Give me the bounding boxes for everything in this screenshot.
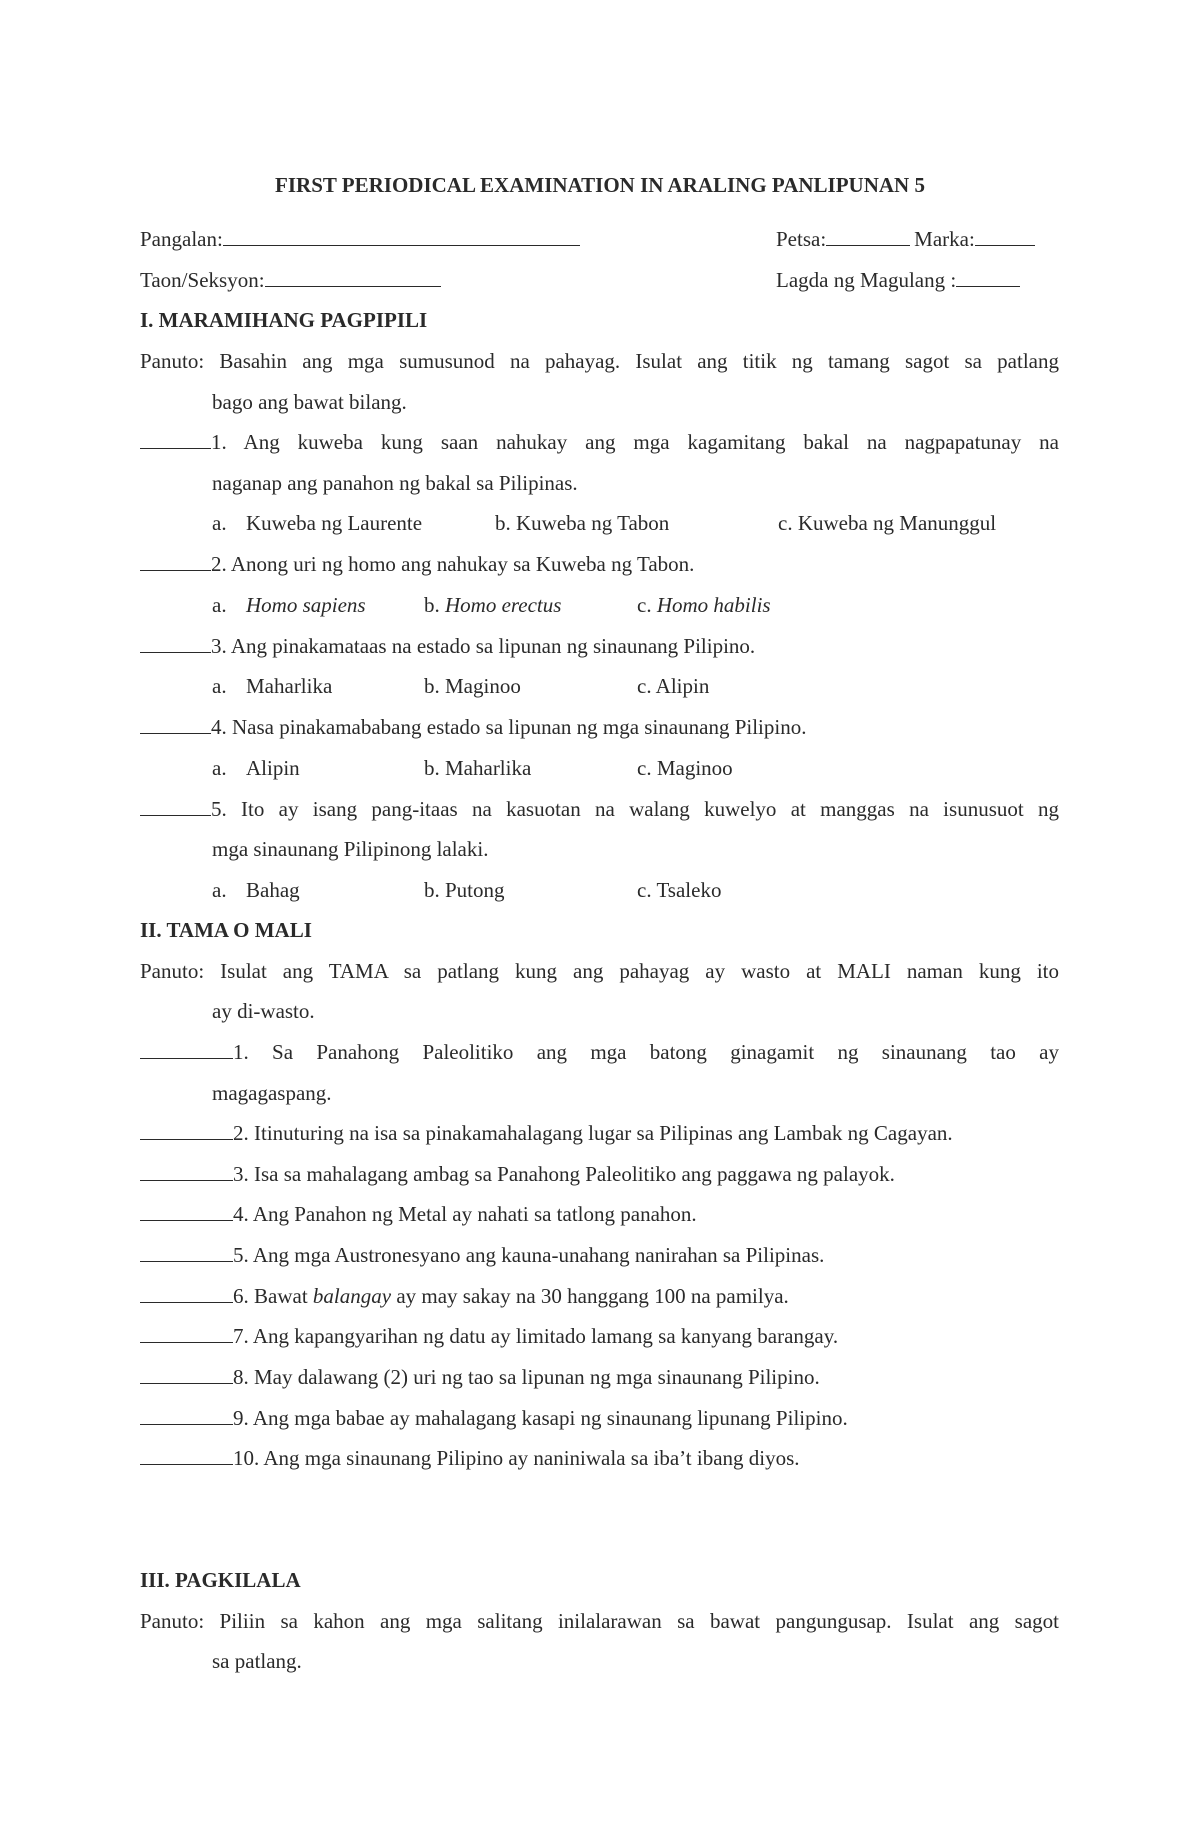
question-text: 4. Nasa pinakamababang estado sa lipunan ng mga sinaunang Pilipino. [211, 715, 807, 739]
answer-blank[interactable] [140, 634, 211, 653]
tf-item-1 [140, 1039, 1059, 1065]
option-b: b. Putong [424, 878, 505, 902]
mc-question-3 [140, 633, 755, 659]
tf-item-3 [140, 1161, 895, 1187]
question-text: 1. Ang kuweba kung saan nahukay ang mga kagamitang bakal na nagpapatunay na [211, 430, 1059, 454]
option-b: b. Maginoo [424, 674, 521, 698]
tf-item-9 [140, 1405, 848, 1431]
section3-heading: III. PAGKILALA [140, 1568, 301, 1592]
mc-question-2 [140, 551, 694, 577]
item-text: 1. Sa Panahong Paleolitiko ang mga batong ginagamit ng sinaunang tao ay [233, 1040, 1059, 1064]
date-blank[interactable] [826, 227, 910, 246]
section1-instruction-cont: bago ang bawat bilang. [212, 390, 407, 414]
answer-blank[interactable] [140, 1243, 233, 1262]
item-text-cont: magagaspang. [212, 1081, 332, 1105]
option-c: c. Alipin [637, 674, 710, 698]
mc-question-1 [140, 429, 1059, 455]
section-blank[interactable] [265, 268, 441, 287]
question-text-cont: naganap ang panahon ng bakal sa Pilipinas. [212, 471, 578, 495]
section-label: Taon/Seksyon: [140, 268, 265, 292]
section1-instruction: Panuto: Basahin ang mga sumusunod na pahayag. Isulat ang titik ng tamang sagot sa patlang [140, 349, 1059, 373]
question-text: 2. Anong uri ng homo ang nahukay sa Kuweba ng Tabon. [211, 552, 695, 576]
option-c: c. Maginoo [637, 756, 733, 780]
section2-instruction-cont: ay di-wasto. [212, 999, 315, 1023]
option-c: c. Homo habilis [637, 593, 771, 617]
section3-instruction: Panuto: Piliin sa kahon ang mga salitang inilalarawan sa bawat pangungusap. Isulat ang sagot [140, 1609, 1059, 1633]
section1-heading: I. MARAMIHANG PAGPIPILI [140, 308, 428, 332]
item-text: 7. Ang kapangyarihan ng datu ay limitado lamang sa kanyang barangay. [233, 1324, 839, 1348]
score-label: Marka: [914, 227, 975, 251]
section2-heading: II. TAMA O MALI [140, 918, 312, 942]
name-blank[interactable] [223, 227, 580, 246]
mc-question-4 [140, 714, 806, 740]
name-field [140, 226, 580, 252]
answer-blank[interactable] [140, 1324, 233, 1343]
date-label: Petsa: [776, 227, 827, 251]
question-text: 3. Ang pinakamataas na estado sa lipunan ng sinaunang Pilipino. [211, 634, 756, 658]
item-text: 4. Ang Panahon ng Metal ay nahati sa tatlong panahon. [233, 1202, 697, 1226]
option-b: b. Maharlika [424, 756, 532, 780]
option-a: a. Maharlika [212, 674, 333, 698]
answer-blank[interactable] [140, 1040, 233, 1059]
answer-blank[interactable] [140, 1284, 233, 1303]
option-b: b. Homo erectus [424, 593, 562, 617]
answer-blank[interactable] [140, 552, 211, 571]
exam-title: FIRST PERIODICAL EXAMINATION IN ARALING PANLIPUNAN 5 [275, 173, 925, 197]
answer-blank[interactable] [140, 1365, 233, 1384]
parent-sign-field [776, 267, 1020, 293]
tf-item-5 [140, 1242, 824, 1268]
mc-question-5 [140, 796, 1059, 822]
name-label: Pangalan: [140, 227, 223, 251]
answer-blank[interactable] [140, 1202, 233, 1221]
date-field [776, 226, 1035, 252]
item-text: 9. Ang mga babae ay mahalagang kasapi ng sinaunang lipunang Pilipino. [233, 1406, 848, 1430]
parent-sign-blank[interactable] [956, 268, 1020, 287]
option-b: b. Kuweba ng Tabon [495, 511, 670, 535]
tf-item-7 [140, 1323, 838, 1349]
item-text: 8. May dalawang (2) uri ng tao sa lipunan ng mga sinaunang Pilipino. [233, 1365, 820, 1389]
tf-item-2 [140, 1120, 953, 1146]
answer-blank[interactable] [140, 715, 211, 734]
tf-item-4 [140, 1201, 697, 1227]
section3-instruction-cont: sa patlang. [212, 1649, 302, 1673]
answer-blank[interactable] [140, 1406, 233, 1425]
item-text: 3. Isa sa mahalagang ambag sa Panahong Paleolitiko ang paggawa ng palayok. [233, 1162, 895, 1186]
question-text: 5. Ito ay isang pang-itaas na kasuotan na walang kuwelyo at manggas na isunusuot ng [211, 797, 1059, 821]
answer-blank[interactable] [140, 1446, 233, 1465]
section-field [140, 267, 441, 293]
section2-instruction: Panuto: Isulat ang TAMA sa patlang kung ang pahayag ay wasto at MALI naman kung ito [140, 959, 1059, 983]
option-a: a. Homo sapiens [212, 593, 366, 617]
item-text: 6. Bawat balangay ay may sakay na 30 hanggang 100 na pamilya. [233, 1284, 789, 1308]
option-a: a. Alipin [212, 756, 300, 780]
score-blank[interactable] [975, 227, 1035, 246]
item-text: 10. Ang mga sinaunang Pilipino ay naniniwala sa iba’t ibang diyos. [233, 1446, 800, 1470]
option-a: a. Bahag [212, 878, 300, 902]
answer-blank[interactable] [140, 430, 211, 449]
parent-sign-label: Lagda ng Magulang : [776, 268, 957, 292]
answer-blank[interactable] [140, 797, 211, 816]
item-text: 5. Ang mga Austronesyano ang kauna-unahang nanirahan sa Pilipinas. [233, 1243, 825, 1267]
option-c: c. Kuweba ng Manunggul [778, 511, 997, 535]
tf-item-8 [140, 1364, 820, 1390]
tf-item-6 [140, 1283, 789, 1309]
answer-blank[interactable] [140, 1121, 233, 1140]
tf-item-10 [140, 1445, 800, 1471]
option-a: a. Kuweba ng Laurente [212, 511, 423, 535]
answer-blank[interactable] [140, 1162, 233, 1181]
question-text-cont: mga sinaunang Pilipinong lalaki. [212, 837, 489, 861]
item-text: 2. Itinuturing na isa sa pinakamahalagang lugar sa Pilipinas ang Lambak ng Cagayan. [233, 1121, 953, 1145]
option-c: c. Tsaleko [637, 878, 722, 902]
